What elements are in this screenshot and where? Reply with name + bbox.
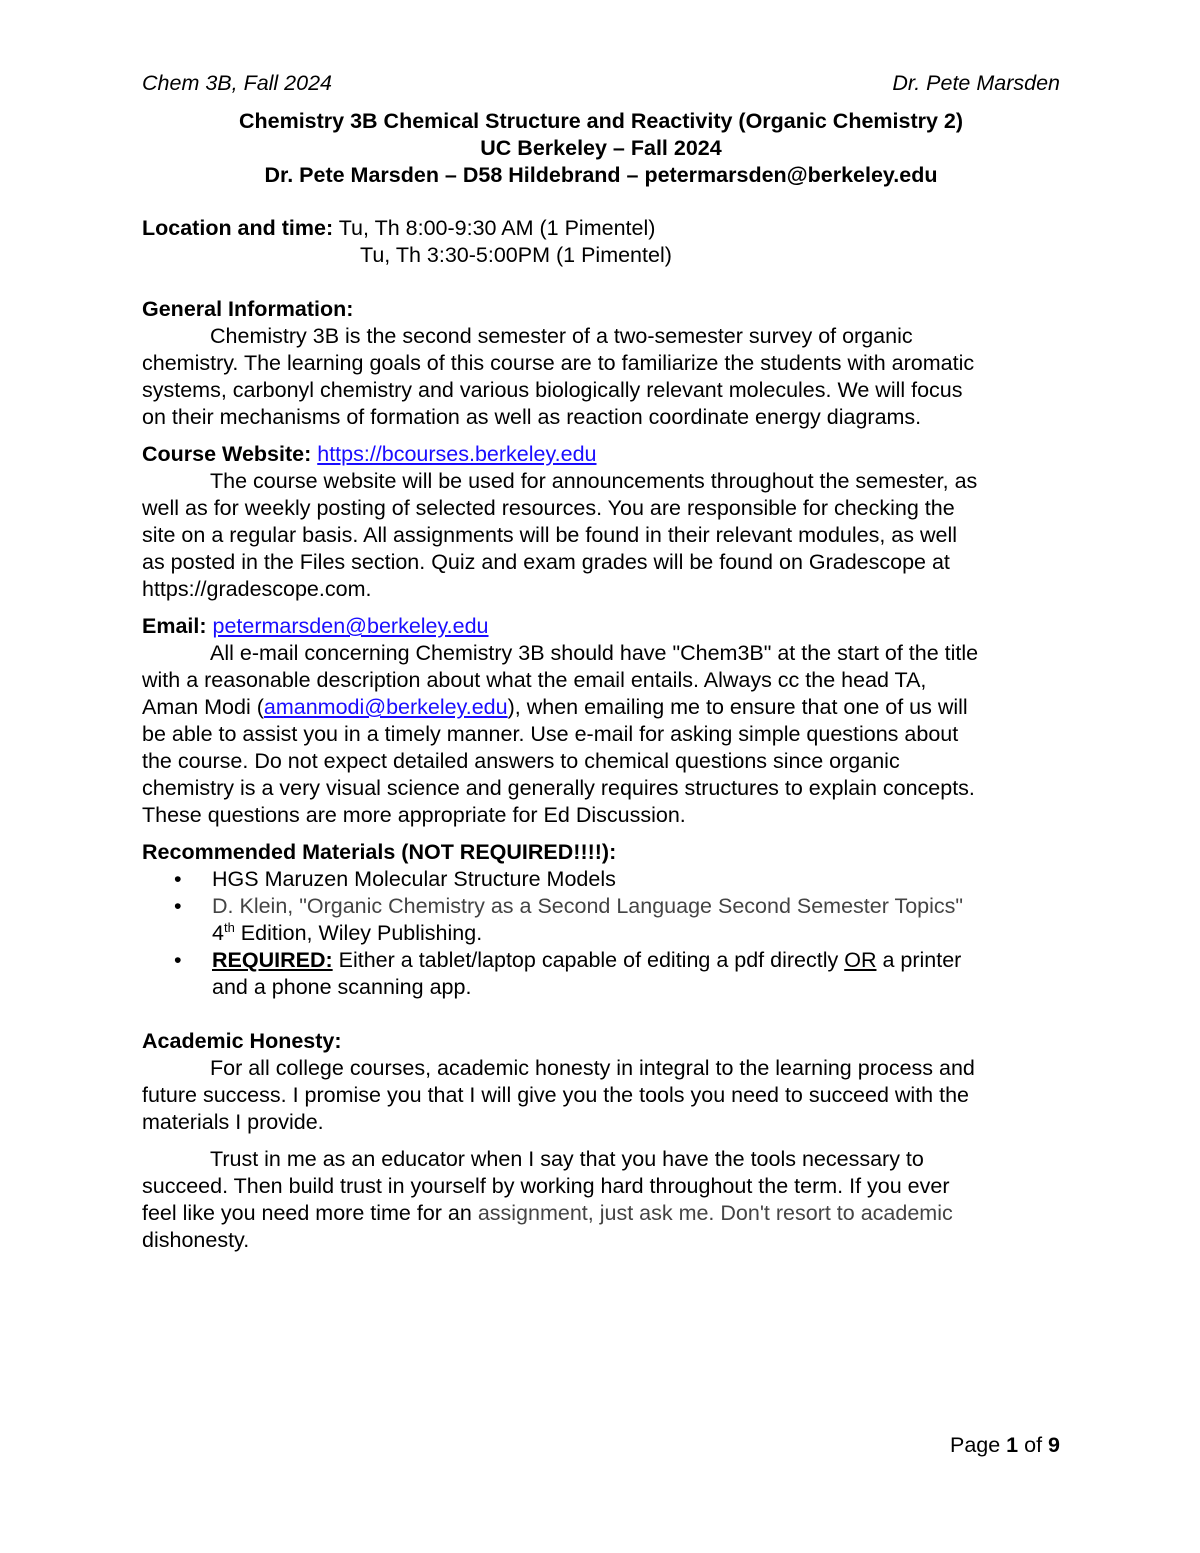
- honesty-text: Trust in me as an educator when I say that you have the tools necessary to: [210, 1147, 924, 1171]
- email-text: be able to assist you in a timely manner. Use e-mail for asking simple questions about: [142, 722, 959, 746]
- email-text: the course. Do not expect detailed answers to chemical questions since organic: [142, 749, 900, 773]
- email-text: chemistry is a very visual science and generally requires structures to explain concepts.: [142, 776, 975, 800]
- required-text: Either a tablet/laptop capable of editing a pdf directly: [332, 948, 845, 972]
- general-line: systems, carbonyl chemistry and various biologically relevant molecules. We will focus: [142, 378, 963, 402]
- edition-rest: Edition, Wiley Publishing.: [234, 921, 483, 945]
- title-line-course: Chemistry 3B Chemical Structure and Reactivity (Organic Chemistry 2): [238, 109, 964, 133]
- location-time-1: Tu, Th 8:00-9:30 AM (1 Pimentel): [338, 216, 656, 240]
- of-word: of: [1018, 1433, 1049, 1457]
- honesty-text: future success. I promise you that I will give you the tools you need to succeed with the: [142, 1083, 969, 1107]
- bullet-icon: •: [174, 867, 182, 891]
- honesty-text: dishonesty.: [142, 1228, 250, 1252]
- page-total: 9: [1048, 1433, 1060, 1457]
- email-link[interactable]: petermarsden@berkeley.edu: [212, 614, 489, 638]
- materials-item-text: and a phone scanning app.: [212, 975, 472, 999]
- location-label: Location and time:: [142, 216, 334, 240]
- list-item: [174, 866, 1060, 893]
- honesty-text-part: feel like you need more time for an: [142, 1201, 478, 1225]
- email-text: These questions are more appropriate for Ed Discussion.: [142, 803, 686, 827]
- website-text: well as for weekly posting of selected resources. You are responsible for checking the: [142, 496, 955, 520]
- general-line: on their mechanisms of formation as well as reaction coordinate energy diagrams.: [142, 405, 922, 429]
- list-item: [174, 947, 1060, 1001]
- edition-number: 4: [212, 921, 224, 945]
- running-header: [142, 70, 1060, 97]
- email-text-part: ), when emailing me to ensure that one of us will: [507, 695, 968, 719]
- page-footer: [142, 1432, 1060, 1459]
- website-text: as posted in the Files section. Quiz and exam grades will be found on Gradescope at: [142, 550, 950, 574]
- email-text: with a reasonable description about what the email entails. Always cc the head TA,: [142, 668, 927, 692]
- edition-suffix: th: [223, 919, 235, 935]
- website-link[interactable]: https://bcourses.berkeley.edu: [317, 442, 597, 466]
- honesty-text: succeed. Then build trust in yourself by working hard throughout the term. If you ever: [142, 1174, 950, 1198]
- required-label: REQUIRED:: [212, 948, 333, 972]
- title-line-term: UC Berkeley – Fall 2024: [480, 136, 722, 160]
- general-line: chemistry. The learning goals of this course are to familiarize the students with aromatic: [142, 351, 975, 375]
- honesty-text-part: assignment, just ask me. Don't resort to academic: [477, 1201, 953, 1225]
- materials-item-text: D. Klein, "Organic Chemistry as a Second Language Second Semester Topics": [212, 894, 964, 918]
- email-line: [142, 613, 1060, 640]
- website-line: [142, 441, 1060, 468]
- header-instructor: Dr. Pete Marsden: [892, 71, 1060, 95]
- website-text: https://gradescope.com.: [142, 577, 372, 601]
- materials-heading: Recommended Materials (NOT REQUIRED!!!!):: [142, 840, 617, 864]
- general-heading: General Information:: [142, 297, 354, 321]
- email-text-part: Aman Modi (: [142, 695, 264, 719]
- header-course: Chem 3B, Fall 2024: [142, 71, 333, 95]
- materials-list: [142, 866, 1060, 1001]
- location-line: [142, 215, 1060, 242]
- general-line: Chemistry 3B is the second semester of a two-semester survey of organic: [210, 324, 913, 348]
- page-number: 1: [1006, 1433, 1019, 1457]
- required-text: a printer: [876, 948, 962, 972]
- honesty-text: materials I provide.: [142, 1110, 324, 1134]
- document-title: [142, 108, 1060, 189]
- bullet-icon: •: [174, 948, 182, 972]
- bullet-icon: •: [174, 894, 182, 918]
- page-word: Page: [949, 1433, 1007, 1457]
- website-text: The course website will be used for announcements throughout the semester, as: [210, 469, 978, 493]
- website-text: site on a regular basis. All assignments will be found in their relevant modules, as well: [142, 523, 958, 547]
- required-or: OR: [844, 948, 877, 972]
- document-body: [142, 215, 1060, 1254]
- email-label: Email:: [142, 614, 207, 638]
- materials-item-text: [212, 947, 1060, 974]
- email-text: All e-mail concerning Chemistry 3B should have "Chem3B" at the start of the title: [210, 641, 979, 665]
- honesty-heading: Academic Honesty:: [142, 1029, 342, 1053]
- email-text: [142, 694, 1060, 721]
- list-item: [174, 893, 1060, 947]
- honesty-text: [142, 1200, 1060, 1227]
- website-label: Course Website:: [142, 442, 312, 466]
- title-line-instructor: Dr. Pete Marsden – D58 Hildebrand – petermarsden@berkeley.edu: [264, 163, 938, 187]
- materials-item-text: [212, 920, 1060, 947]
- materials-item-text: HGS Maruzen Molecular Structure Models: [212, 867, 616, 891]
- honesty-text: For all college courses, academic honesty in integral to the learning process and: [210, 1056, 975, 1080]
- location-time-2: Tu, Th 3:30-5:00PM (1 Pimentel): [360, 243, 672, 267]
- ta-email-link[interactable]: amanmodi@berkeley.edu: [263, 695, 508, 719]
